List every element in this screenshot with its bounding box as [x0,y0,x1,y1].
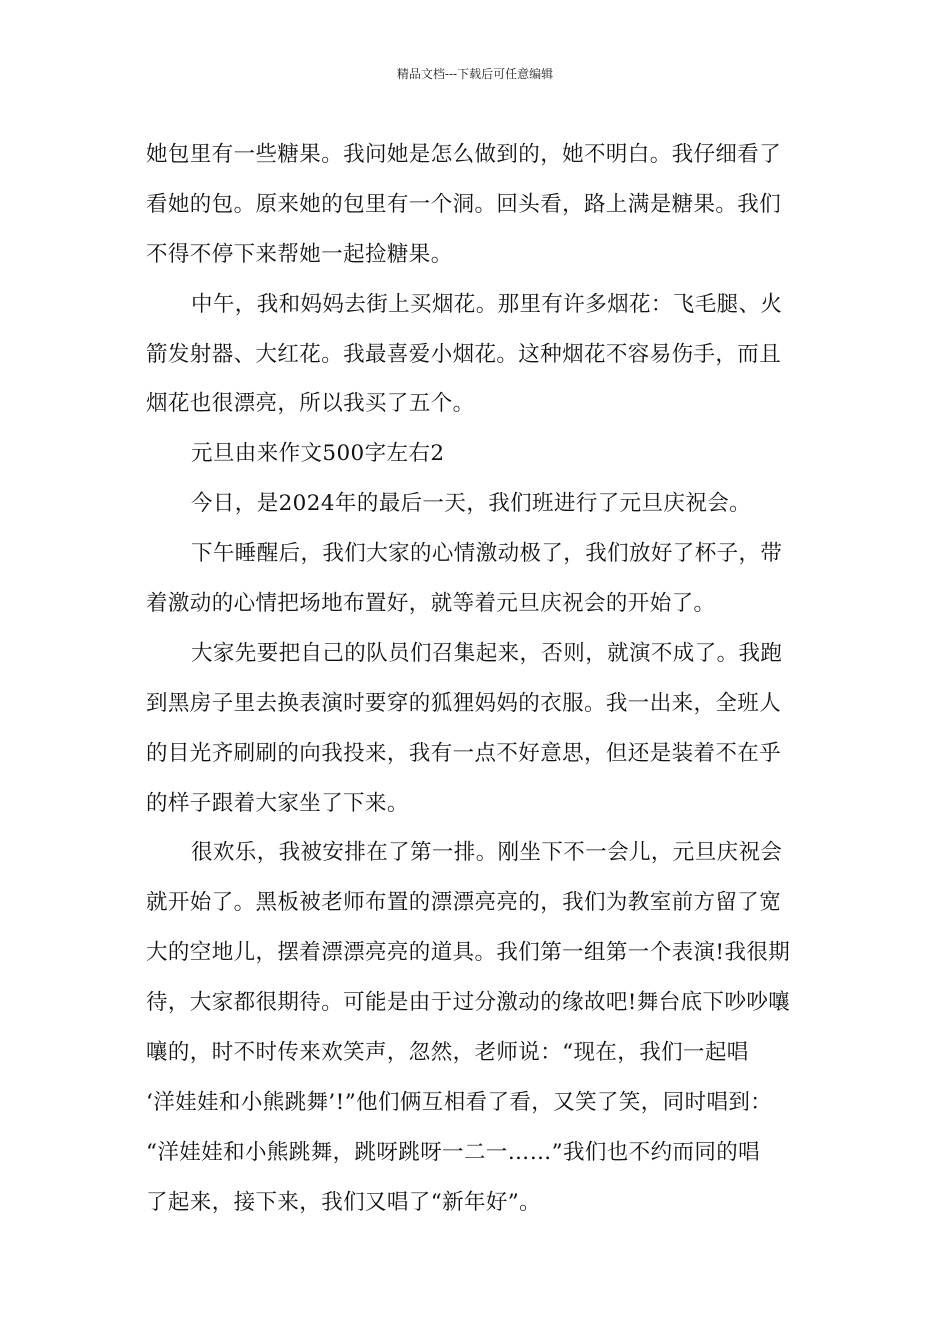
text-line: 她包里有一些糖果。我问她是怎么做到的，她不明白。我仔细看了 [146,142,782,167]
text-line: 大的空地儿，摆着漂漂亮亮的道具。我们第一组第一个表演!我很期 [146,940,791,966]
text-line: 嚷的，时不时传来欢笑声，忽然，老师说：“现在，我们一起唱 [146,1040,749,1066]
text-line: 到黑房子里去换表演时要穿的狐狸妈妈的衣服。我一出来，全班人 [146,690,782,716]
text-line: 待，大家都很期待。可能是由于过分激动的缘故吧!舞台底下吵吵嚷 [146,990,791,1016]
text-line: 今日，是2024年的最后一天，我们班进行了元旦庆祝会。 [191,491,752,517]
text-line: 不得不停下来帮她一起捡糖果。 [146,241,453,267]
text-line: 的目光齐刷刷的向我投来，我有一点不好意思，但还是装着不在乎 [146,740,782,766]
text-line: 烟花也很漂亮，所以我买了五个。 [146,391,475,417]
text-line: 大家先要把自己的队员们召集起来，否则，就演不成了。我跑 [191,640,783,666]
text-line: 就开始了。黑板被老师布置的漂漂亮亮的，我们为教室前方留了宽 [146,890,782,916]
page-header: 精品文档---下载后可任意编辑 [396,67,554,81]
text-line: 的样子跟着大家坐了下来。 [146,790,409,816]
text-line: 很欢乐，我被安排在了第一排。刚坐下不一会儿，元旦庆祝会 [191,840,783,866]
text-line: 箭发射器、大红花。我最喜爱小烟花。这种烟花不容易伤手，而且 [146,341,782,367]
text-line: 了起来，接下来，我们又唱了“新年好”。 [146,1189,542,1215]
text-line: “洋娃娃和小熊跳舞，跳呀跳呀一二一……”我们也不约而同的唱 [146,1139,761,1165]
text-line: ‘洋娃娃和小熊跳舞’!”他们俩互相看了看，又笑了笑，同时唱到： [146,1089,773,1115]
text-line: 下午睡醒后，我们大家的心情激动极了，我们放好了杯子，带 [191,541,783,567]
text-line: 着激动的心情把场地布置好，就等着元旦庆祝会的开始了。 [146,591,716,617]
text-line: 元旦由来作文500字左右2 [191,441,445,467]
text-line: 看她的包。原来她的包里有一个洞。回头看，路上满是糖果。我们 [146,191,782,217]
text-line: 中午，我和妈妈去街上买烟花。那里有许多烟花：飞毛腿、火 [191,291,783,317]
document-body [146,130,810,1228]
